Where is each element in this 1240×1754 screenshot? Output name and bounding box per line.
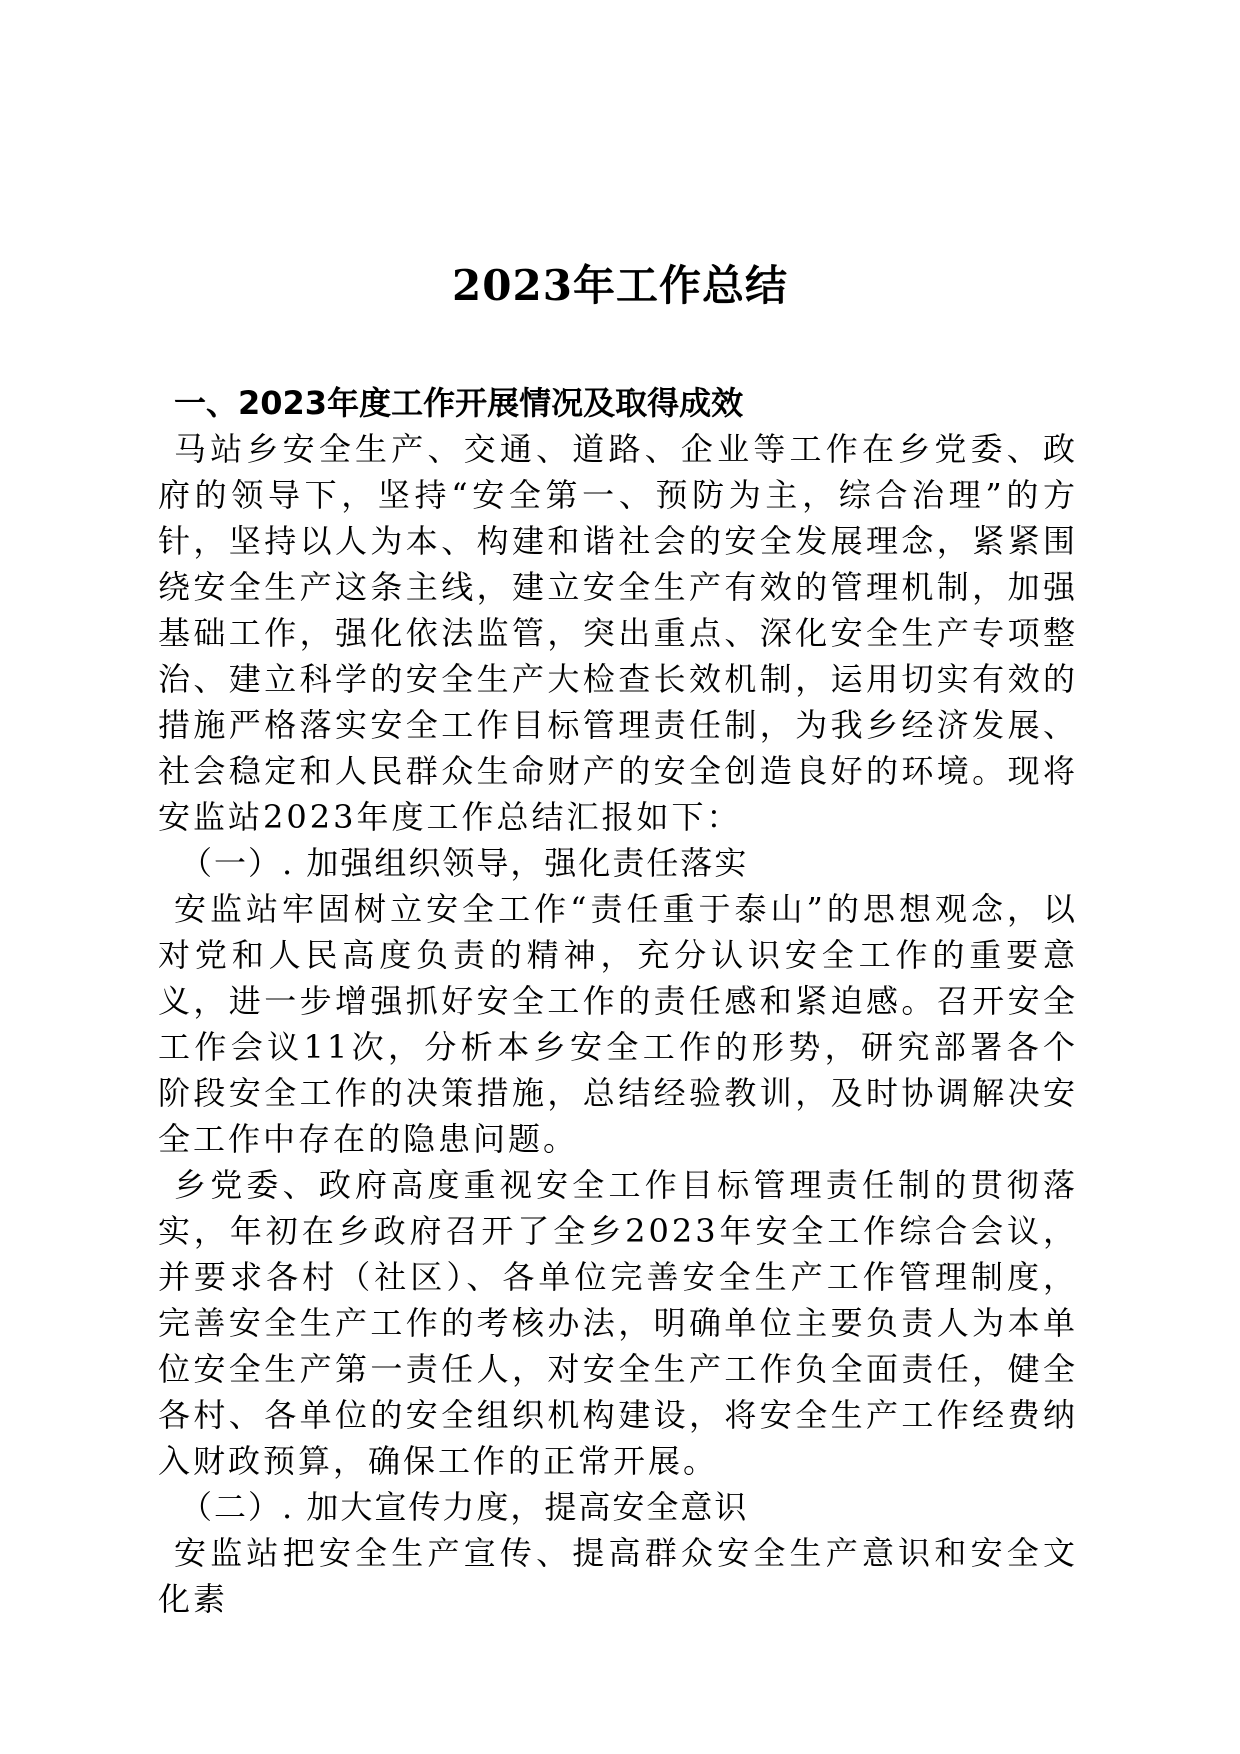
paragraph-target-management: 乡党委、政府高度重视安全工作目标管理责任制的贯彻落实，年初在乡政府召开了全乡2023年安全工作综合会议，并要求各村（社区）、各单位完善安全生产工作管理制度，完善安全生产工作的考核办法，明确单位主要负责人为本单位安全生产第一责任人，对安全生产工作负全面责任，健全各村、各单位的安全组织机构建设，将安全生产工作经费纳入财政预算，确保工作的正常开展。	[158, 1166, 1078, 1480]
document-title: 2023年工作总结	[452, 261, 788, 310]
paragraph-intro: 马站乡安全生产、交通、道路、企业等工作在乡党委、政府的领导下，坚持“安全第一、预防为主，综合治理”的方针，坚持以人为本、构建和谐社会的安全发展理念，紧紧围绕安全生产这条主线，建立安全生产有效的管理机制，加强基础工作，强化依法监管，突出重点、深化安全生产专项整治、建立科学的安全生产大检查长效机制，运用切实有效的措施严格落实安全工作目标管理责任制，为我乡经济发展、社会稳定和人民群众生命财产的安全创造良好的环境。现将安监站2023年度工作总结汇报如下：	[158, 430, 1078, 836]
subsection-heading-2: （二）. 加大宣传力度，提高安全意识	[180, 1488, 749, 1526]
section-heading-1: 一、2023年度工作开展情况及取得成效	[174, 384, 744, 422]
subsection-heading-1: （一）. 加强组织领导，强化责任落实	[180, 844, 749, 882]
paragraph-responsibility: 安监站牢固树立安全工作“责任重于泰山”的思想观念，以对党和人民高度负责的精神，充分认识安全工作的重要意义，进一步增强抓好安全工作的责任感和紧迫感。召开安全工作会议11次，分析本乡安全工作的形势，研究部署各个阶段安全工作的决策措施，总结经验教训，及时协调解决安全工作中存在的隐患问题。	[158, 890, 1078, 1158]
document-body	[158, 380, 1078, 1622]
paragraph-publicity: 安监站把安全生产宣传、提高群众安全生产意识和安全文化素	[158, 1534, 1078, 1618]
